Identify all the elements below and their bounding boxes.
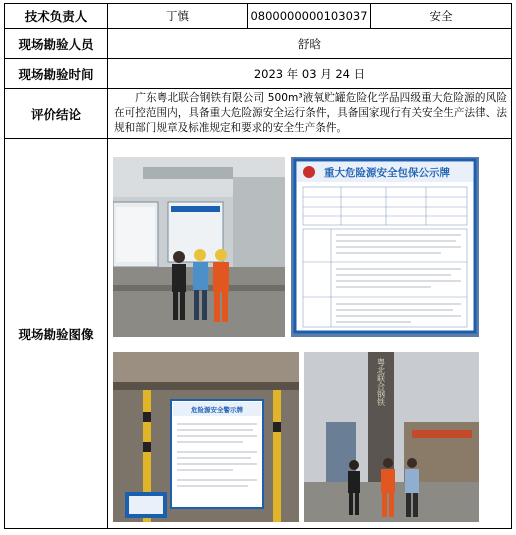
- inspection-time-value: 2023 年 03 月 24 日: [108, 59, 512, 89]
- gate-sign-text: 粤北联合钢铁: [376, 358, 386, 406]
- photo-notice-board: [291, 157, 479, 337]
- images-cell: [108, 139, 512, 529]
- photo-warning-sign: [113, 352, 299, 522]
- inspectors-value: 舒晗: [108, 29, 512, 59]
- photo-gate-team: [304, 352, 479, 522]
- photo-grid: [108, 139, 511, 527]
- images-label: 现场勘验图像: [5, 139, 108, 529]
- inspection-time-label: 现场勘验时间: [5, 59, 108, 89]
- conclusion-label: 评价结论: [5, 89, 108, 139]
- cert-number: 0800000000103037: [248, 4, 371, 29]
- tech-lead-label: 技术负责人: [5, 4, 108, 29]
- photo-warning-sign-image: [113, 352, 299, 522]
- conclusion-text: 广东粤北联合钢铁有限公司 500m³液氧贮罐危险化学品四级重大危险源的风险在可控范围内，具备重大危险源安全运行条件，具备国家现行有关安全生产法律、法规和部门规章及标准规定和要求的安全生产条件。: [108, 89, 512, 139]
- inspection-record-table: [4, 3, 512, 529]
- inspectors-label: 现场勘验人员: [5, 29, 108, 59]
- tech-lead-name: 丁慎: [108, 4, 248, 29]
- board-title: 重大危险源安全包保公示牌: [324, 167, 450, 179]
- photo-site-team-image: [113, 157, 285, 337]
- specialty: 安全: [371, 4, 512, 29]
- photo-gate-team-image: [304, 352, 479, 522]
- photo-site-team: [113, 157, 285, 337]
- photo-notice-board-image: [291, 157, 479, 337]
- sign-title: 危险源安全警示牌: [191, 406, 243, 414]
